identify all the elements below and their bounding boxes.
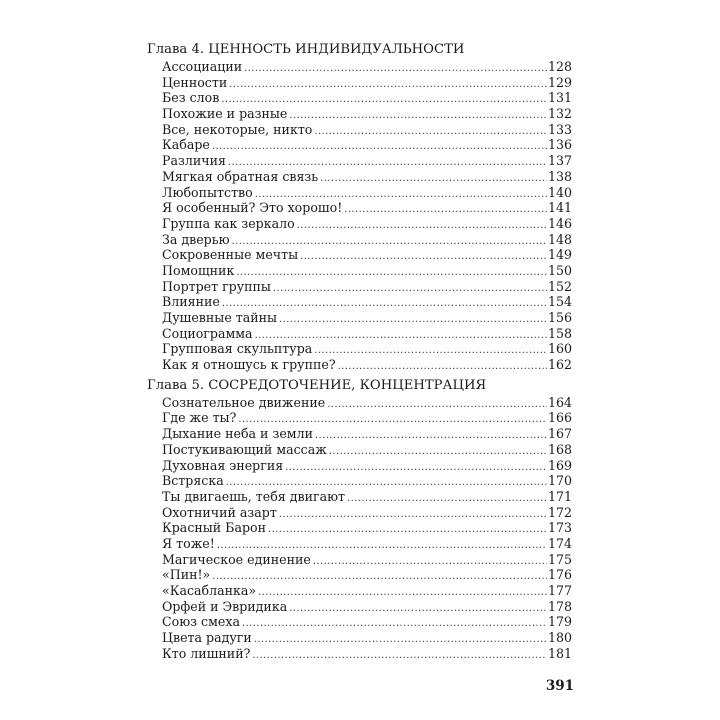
toc-entry [162,59,572,75]
entry-page-number: 149 [547,247,572,263]
entry-title: Помощник [162,262,235,278]
dot-leader [273,281,547,297]
entry-page-number: 160 [547,341,572,357]
entry-page-number: 129 [547,74,572,90]
entry-title: Ты двигаешь, тебя двигают [162,488,346,504]
entry-page-number: 173 [547,520,572,536]
entry-page-number: 176 [547,567,572,583]
entry-page-number: 180 [547,630,572,646]
dot-leader [314,124,547,140]
toc-entry [162,216,572,232]
entry-title: Цвета радуги [162,630,252,646]
entry-title: Душевные тайны [162,310,278,325]
entry-title: Магическое единение [162,551,311,567]
toc-entry [162,232,572,248]
entry-page-number: 136 [547,137,572,153]
toc-entry [162,185,572,201]
toc-entry [162,599,572,615]
entry-page-number: 137 [547,153,572,169]
toc-entry [162,169,572,185]
entry-page-number: 133 [547,121,572,137]
entry-page-number: 140 [547,184,572,200]
entry-page-number: 174 [547,535,572,551]
dot-leader [315,428,547,444]
toc-entry [162,614,572,630]
entry-title: Духовная энергия [162,457,284,473]
toc-entry [162,153,572,169]
entry-page-number: 152 [547,278,572,294]
entry-page-number: 168 [547,441,572,457]
entry-page-number: 164 [547,394,572,410]
entry-page-number: 181 [547,645,572,661]
dot-leader [258,585,547,601]
entry-title: Охотничий азарт [162,504,277,520]
dot-leader [279,507,547,523]
entry-title: Влияние [162,294,220,310]
entry-title: Кабаре [162,137,210,153]
toc-entry [162,489,572,505]
chapter-heading: Глава 5. СОСРЕДОТОЧЕНИЕ, КОНЦЕНТРАЦИЯ [147,377,487,393]
entry-title: Групповая скульптура [162,341,313,357]
dot-leader [338,359,547,375]
entry-title: За дверью [162,231,230,247]
dot-leader [212,569,547,585]
chapter-entries [162,59,572,373]
toc-entry [162,630,572,646]
toc-entry [162,357,572,373]
dot-leader [327,397,547,413]
toc-entry [162,310,572,326]
entry-page-number: 172 [547,504,572,520]
entry-page-number: 138 [547,168,572,184]
dot-leader [229,77,547,93]
entry-title: Похожие и разные [162,106,288,122]
entry-title: Я тоже! [162,535,215,551]
dot-leader [254,632,547,648]
dot-leader [285,460,547,476]
toc-entry [162,552,572,568]
dot-leader [279,312,547,328]
entry-title: Где же ты? [162,410,237,426]
entry-page-number: 178 [547,598,572,614]
entry-page-number: 132 [547,106,572,122]
entry-title: Портрет группы [162,278,271,294]
chapter-4-section [147,42,572,373]
entry-page-number: 169 [547,457,572,473]
toc-entry [162,536,572,552]
entry-title: Дыхание неба и земли [162,426,313,442]
dot-leader [212,139,547,155]
toc-entry [162,410,572,426]
entry-page-number: 167 [547,426,572,442]
entry-title: Орфей и Эвридика [162,598,288,614]
entry-title: Сокровенные мечты [162,247,299,263]
toc-entry [162,200,572,216]
entry-title: Ценности [162,74,228,90]
entry-title: Сознательное движение [162,394,326,410]
dot-leader [242,616,547,632]
toc-entry [162,442,572,458]
toc-entry [162,75,572,91]
toc-entry [162,122,572,138]
toc-entry [162,341,572,357]
entry-title: «Пин!» [162,567,211,583]
entry-page-number: 148 [547,231,572,247]
toc-entry [162,106,572,122]
entry-title: Постукивающий массаж [162,441,327,457]
toc-entry [162,395,572,411]
entry-title: Различия [162,153,226,169]
entry-title: Без слов [162,90,220,106]
dot-leader [347,491,547,507]
chapter-entries [162,395,572,662]
dot-leader [289,601,547,617]
entry-page-number: 166 [547,410,572,426]
dot-leader [236,265,547,281]
dot-leader [320,171,547,187]
chapter-5-section [147,378,572,662]
entry-title: Я особенный? Это хорошо! [162,200,343,216]
entry-title: Как я отношусь к группе? [162,357,336,373]
entry-title: Союз смеха [162,614,240,630]
entry-title: Встряска [162,473,224,489]
entry-page-number: 146 [547,215,572,231]
toc-entry [162,247,572,263]
entry-title: Все, некоторые, никто [162,121,313,137]
dot-leader [289,108,547,124]
entry-title: Социограмма [162,325,253,341]
entry-page-number: 179 [547,614,572,630]
toc-entry [162,426,572,442]
table-of-contents [147,42,572,661]
dot-leader [244,61,547,77]
entry-page-number: 156 [547,310,572,325]
entry-title: Кто лишний? [162,645,251,661]
toc-entry [162,583,572,599]
entry-page-number: 131 [547,90,572,106]
entry-page-number: 177 [547,583,572,598]
entry-page-number: 141 [547,200,572,216]
entry-title: Ассоциации [162,59,243,74]
toc-entry [162,646,572,662]
entry-page-number: 128 [547,59,572,74]
entry-page-number: 171 [547,488,572,504]
page-number: 391 [545,678,574,694]
entry-title: Мягкая обратная связь [162,168,319,184]
dot-leader [313,554,547,570]
toc-entry [162,137,572,153]
entry-title: Красный Барон [162,520,266,536]
toc-entry [162,279,572,295]
dot-leader [300,249,547,265]
entry-title: «Касабланка» [162,583,257,598]
dot-leader [329,444,547,460]
dot-leader [268,522,547,538]
toc-entry [162,326,572,342]
toc-entry [162,473,572,489]
entry-page-number: 170 [547,473,572,489]
dot-leader [314,343,547,359]
dot-leader [297,218,547,234]
dot-leader [344,202,547,218]
entry-page-number: 154 [547,294,572,310]
entry-title: Группа как зеркало [162,215,295,231]
toc-entry [162,90,572,106]
toc-entry [162,458,572,474]
toc-entry [162,567,572,583]
entry-page-number: 175 [547,551,572,567]
toc-entry [162,520,572,536]
toc-entry [162,263,572,279]
entry-page-number: 162 [547,357,572,373]
toc-entry [162,294,572,310]
dot-leader [252,648,547,664]
entry-page-number: 150 [547,262,572,278]
entry-title: Любопытство [162,184,253,200]
chapter-heading: Глава 4. ЦЕННОСТЬ ИНДИВИДУАЛЬНОСТИ [147,42,465,57]
entry-page-number: 158 [547,325,572,341]
toc-entry [162,505,572,521]
